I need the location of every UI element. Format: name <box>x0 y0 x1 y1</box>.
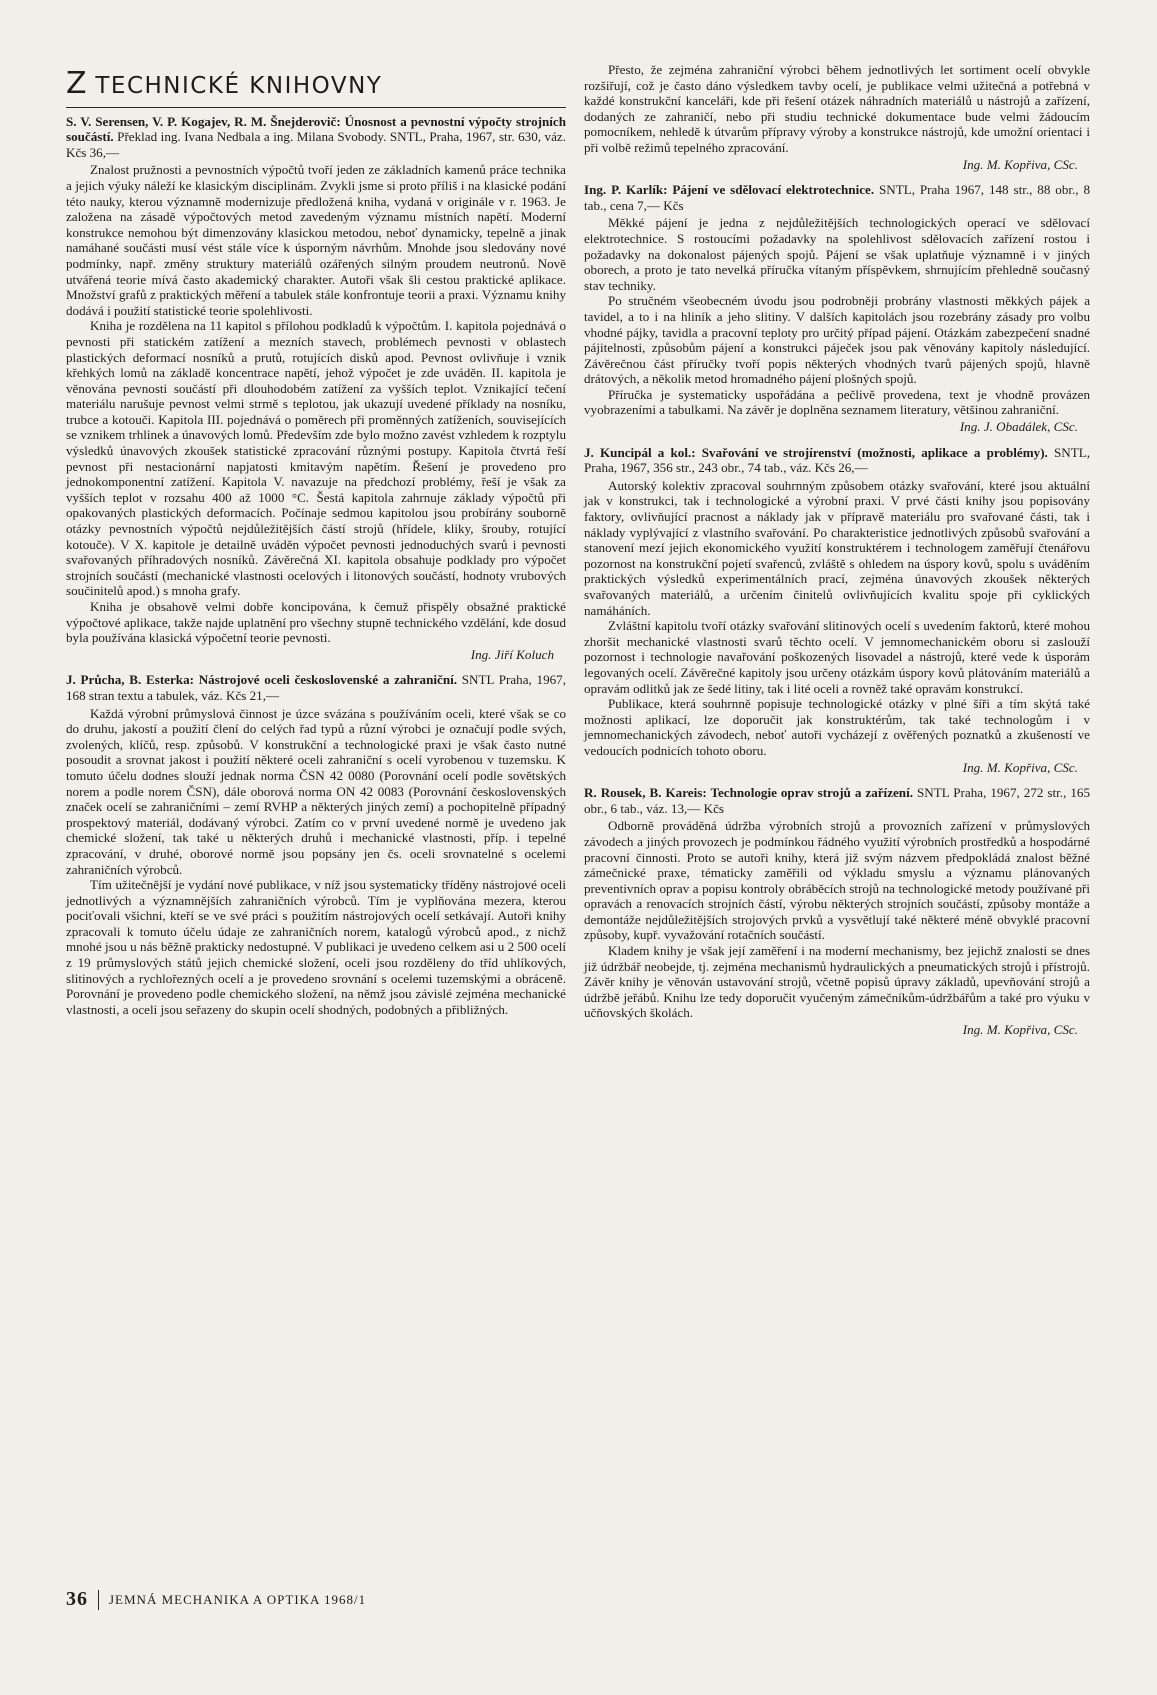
review-header <box>584 182 1090 213</box>
review-paragraph: Každá výrobní průmyslová činnost je úzce svázána s používáním oceli, které však se co do druhu, jakostí a použití člení do celých řad typů a různí výrobci je označují podle svých, zvolených, klíčů, resp. způsobů. V konstrukční a technologické praxi je však často nutné posoudit a srovnat jakost i použití některé oceli zahraniční s ocelí vyrobenou v tuzemsku. K tomuto účelu dodnes slouží jednak norma ČSN 42 0080 (Porovnání ocelí podle sovětských norem a podle norem ČSN), dále oborová norma ON 42 0083 (Porovnání československých značek ocelí se zahraničními – zemí RVHP a některých jiných zemí) a pochopitelně případný prospektový materiál, dodávaný výrobci. Zatím co v první uvedené normě je uvedeno jak chemické složení, tak také u některých druhů i mechanické vlastnosti, příp. i tepelné zpracování, v druhé, oborové normě jsou popsány jen čs. oceli srovnatelné s ocelemi zahraničních výrobců. <box>66 705 566 877</box>
review-prucha-continued <box>584 62 1090 172</box>
journal-name: JEMNÁ MECHANIKA A OPTIKA 1968/1 <box>109 1591 367 1607</box>
review-karlik <box>584 182 1090 435</box>
review-details: SNTL, Praha, 1967, 356 str., 243 obr., 74 tab., váz. Kčs 26,— <box>584 444 1091 476</box>
review-title: J. Kuncipál a kol.: Svařování ve strojírenství (možnosti, aplikace a problémy). <box>584 444 1048 460</box>
review-details: SNTL Praha, 1967, 168 stran textu a tabulek, váz. Kčs 21,— <box>66 672 566 703</box>
review-header <box>584 785 1090 816</box>
review-title: Ing. P. Karlík: Pájení ve sdělovací elektrotechnice. <box>584 182 875 198</box>
review-header <box>66 672 566 703</box>
review-paragraph: Publikace, která souhrnně popisuje technologické otázky v plné šíři a tím skýtá také možnosti aplikací, lze doporučit jak konstruktérům, tak také technologům i v jemnomechanických závodech, neboť autoři vycházejí z ověřených poznatků a zkušeností ve vedoucích podnicích tohoto oboru. <box>584 696 1090 758</box>
review-title: S. V. Serensen, V. P. Kogajev, R. M. Šnejderovič: Únosnost a pevnostní výpočty strojních součástí. <box>66 113 566 145</box>
section-heading <box>66 66 566 108</box>
review-paragraph: Odborně prováděná údržba výrobních strojů a provozních zařízení v průmyslových závodech a jiných provozech je podmínkou řádného využití výrobních prostředků a hospodárné pracovní činnosti. Proto se autoři knihy, která již svým názvem předpokládá znalost běžné zámečnické praxe, tématicky zaměřili od výkladu smyslu a významu plánovaných preventivních oprav a popisu kontroly obráběcích strojů na technologické metody používané při opravách a renovacích strojních částí, výrobu některých strojních součástí, způsoby montáže a demontáže nejdůležitějších strojových prvků a vysvětlují také některé méně obvyklé pracovní způsoby, kupř. vyvažování rotačních součástí. <box>584 818 1090 943</box>
review-paragraph: Tím užitečnější je vydání nové publikace, v níž jsou systematicky tříděny nástrojové oceli jednotlivých a významnějších zahraničních výrobců. Tím je vyplňována mezera, kterou pociťovali všichni, kteří se ve své práci s použitím nástrojových ocelí setkávají. Autoři knihy zpracovali k tomuto účelu údaje ze zahraničních norem, katalogů výrobců apod., z nichž mnohé jsou u nás běžně prakticky nedostupné. V publikaci je uvedeno celkem asi u 2 500 ocelí z 19 průmyslových států jejich chemické složení, oceli jsou rozděleny do tříd uhlíkových, slitinových a rychlořezných ocelí a je provedeno srovnání s ocelemi tuzemskými a obráceně. Porovnání je provedeno podle chemického složení, na němž jsou závislé zejména mechanické vlastnosti, a oceli jsou seřazeny do skupin ocelí shodných, podobných a přibližných. <box>66 877 566 1017</box>
review-serensen <box>66 114 566 663</box>
review-title: J. Průcha, B. Esterka: Nástrojové oceli československé a zahraniční. <box>66 672 458 688</box>
review-paragraph: Měkké pájení je jedna z nejdůležitějších technologických operací ve sdělovací elektrotechnice. S rostoucími požadavky na spolehlivost sdělovacích zařízení rostou i požadavky na dokonalost pájených spojů. Pájení se však uplatňuje významně i v jiných oborech, a proto je tato nevelká příručka vítaným příspěvkem, shrnujícím přehledně současný stav techniky. <box>584 215 1090 293</box>
review-signature: Ing. M. Kopřiva, CSc. <box>962 1022 1078 1038</box>
review-details: SNTL Praha, 1967, 272 str., 165 obr., 6 tab., váz. 13,— Kčs <box>584 785 1090 816</box>
section-heading-initial: Z <box>66 66 87 101</box>
page-number: 36 <box>66 1588 88 1610</box>
page-footer <box>66 1588 366 1611</box>
review-details: SNTL, Praha 1967, 148 str., 88 obr., 8 tab., cena 7,— Kčs <box>584 182 1091 213</box>
review-title: R. Rousek, B. Kareis: Technologie oprav strojů a zařízení. <box>584 785 914 801</box>
section-heading-text: TECHNICKÉ KNIHOVNY <box>95 73 383 99</box>
review-paragraph: Autorský kolektiv zpracoval souhrnným způsobem otázky svařování, které jsou aktuální jak v konstrukci, tak i technologické a výrobní praxi. V prvé části knihy jsou popisovány faktory, ovlivňující pracnost a náklady jak v přípravě materiálu pro svařované části, tak i náklady vyplývající z vlastního svařování. Po charakteristice jednotlivých způsobů svařování a stanovení mezí jejich ekonomického využití konstruktérem i technologem zaměřují čtenářovu pozornost na konstrukční pojetí svařenců, zvláště s ohledem na úspory kovů, spolu s uváděním praktických výsledků experimentálních prací, zejména únavových zkoušek některých svařovaných materiálů, a určením činitelů ovlivňujících kvalitu spoje při cyklických namáháních. <box>584 477 1090 618</box>
review-signature: Ing. J. Obadálek, CSc. <box>959 419 1078 435</box>
review-details: Překlad ing. Ivana Nedbala a ing. Milana Svobody. SNTL, Praha, 1967, str. 630, váz. Kčs 36,— <box>66 129 566 160</box>
right-column <box>584 62 1090 1048</box>
review-signature: Ing. Jiří Koluch <box>470 646 554 662</box>
footer-divider <box>98 1590 99 1610</box>
review-paragraph: Kladem knihy je však její zaměření i na moderní mechanismy, bez jejichž znalosti se dnes již údržbář neobejde, tj. zejména mechanismů hydraulických a pneumatických strojů i přístrojů. Závěr knihy je věnován ustavování strojů, včetně popisů úpravy základů, upevňování strojů a údržbě jeřábů. Knihu lze tedy doporučit vyučeným zámečníkům-údržbářům a také pro výuku v učňovských školách. <box>584 943 1090 1021</box>
review-signature: Ing. M. Kopřiva, CSc. <box>962 759 1078 775</box>
review-rousek <box>584 785 1090 1038</box>
review-signature: Ing. M. Kopřiva, CSc. <box>962 156 1078 172</box>
review-paragraph: Příručka je systematicky uspořádána a pečlivě provedena, text je vhodně provázen vyobrazeními a tabulkami. Na závěr je doplněna seznamem literatury, většinou zahraniční. <box>584 386 1090 418</box>
left-column <box>66 66 566 1027</box>
review-prucha <box>66 672 566 1017</box>
review-paragraph: Přesto, že zejména zahraniční výrobci během jednotlivých let sortiment ocelí obvykle rozšiřují, což je často dáno výsledkem tavby ocelí, je publikace velmi užitečná a potřebná v každé konstrukční kanceláři, kde při řešení otázek náhradních materiálů u nástrojů a zařízení, dodaných ze zahraničí, nebo při studiu technické dokumentace bude velmi žádoucím pomocníkem, nehledě k útvarům přípravy výroby a konstrukce nástrojů, kde umožní orientaci i při volbě režimů tepelného zpracování. <box>584 62 1090 155</box>
review-header <box>66 114 566 161</box>
review-header <box>584 445 1090 476</box>
review-paragraph: Zvláštní kapitolu tvoří otázky svařování slitinových ocelí s uvedením faktorů, které mohou zhoršit mechanické vlastnosti svarů těchto ocelí. V jemnomechanickém oboru si zaslouží pozornost i technologie navařování poškozených lisovadel a nástrojů, které vede k úsporám legovaných ocelí. Závěrečné kapitoly jsou určeny otázkám úspory kovů plátováním materiálů a opravám odlitků jak ze šedé litiny, tak i lité oceli a rovněž také opravám konstrukcí. <box>584 618 1090 696</box>
review-paragraph: Kniha je obsahově velmi dobře koncipována, k čemuž přispěly obsažné praktické výpočtové aplikace, takže najde uplatnění pro všechny stupně technického vzdělání, kde dosud byla používána klasická výpočetní teorie pevnosti. <box>66 599 566 646</box>
review-paragraph: Po stručném všeobecném úvodu jsou podrobněji probrány vlastnosti měkkých pájek a tavidel, a to i na hliník a jeho slitiny. V dalších kapitolách jsou rozebrány zásady pro volbu vhodné pájky, tavidla a pracovní teploty pro určitý případ pájení. Otázkám zabezpečení snadné pájitelnosti, způsobům pájení a konstrukci páječek jsou pak věnovány kapitoly následující. Závěrečnou část příručky tvoří popis některých vhodných tvarů pájených spojů, hlavně drátových, a několik metod hromadného pájení plošných spojů. <box>584 293 1090 387</box>
review-paragraph: Znalost pružnosti a pevnostních výpočtů tvoří jeden ze základních kamenů práce technika a jejich výuky náleží ke klasickým disciplinám. Zvykli jsme si proto příliš i na klasické podání této nauky, kterou významně modernizuje předložená kniha, vydaná v originále v r. 1963. Je založena na zásadě výpočtových metod zavedeným významu místních napětí. Moderní konstrukce nemohou být dimenzovány klasickou metodou, neboť dynamicky, tepelně a jinak namáhané součásti musí vést stále více k úsporným návrhům. Mnohde jsou sledovány nové podmínky, např. změny struktury materiálů ozářených silným proudem neutronů. Nově utvářená teorie mívá často akademický charakter. Autoři však šli cestou praktické aplikace. Množství grafů z praktických měření a tabulek stále konfrontuje teorii a praxi. Významu knihy dodává i použití statistické teorie spolehlivosti. <box>66 162 566 318</box>
review-kuncipal <box>584 445 1090 775</box>
review-paragraph: Kniha je rozdělena na 11 kapitol s přílohou podkladů k výpočtům. I. kapitola pojednává o pevnosti při statickém zatížení a mezních stavech, problémech pevnosti v oblastech plastických deformací nosníků a prutů, rotujících disků apod. Pevnost ovlivňuje i vznik křehkých lomů na základě koncentrace napětí, jehož výpočet je zde uváděn. II. kapitola je věnována pevnosti součástí při dlouhodobém zatížení za vyšších teplot. Vznikající tečení materiálu narušuje pevnost velmi strmě s teplotou, jak ukazují uvedené příklady na nosníku, trubce a kotouči. Kapitola III. pojednává o poměrech při proměnných zatíženích, souvisejících se vznikem trhlinek a únavových lomů. Především zde bylo možno zavést vzhledem k rozptylu výsledků únavových zkoušek statistické zpracování různými postupy. Kapitola čtvrtá řeší pevnost při nestacionární napjatosti kmitavým napětím. Řešení je provedeno pro jednokomponentní zatížení. Kapitola V. navazuje na předchozí problémy, řeší je však za vyšších teplot v rozsahu 400 až 1000 °C. Šestá kapitola zahrnuje základy výpočtů při opakovaných plastických deformacích. Počínaje sedmou kapitolou jsou probírány souborně otázky pevnostních výpočtů nejdůležitějších částí strojů (hřídele, kliky, šrouby, rotující kotouče). V X. kapitole je detailně uváděn výpočet pevnosti jednoduchých svarů i pevnosti svařovaných příhradových nosníků. Závěrečná XI. kapitola obsahuje podklady pro výpočet strojních součástí (mechanické vlastnosti ocelových i litonových součástí, hodnoty vrubových součinitelů apod.) s mnoha grafy. <box>66 318 566 599</box>
